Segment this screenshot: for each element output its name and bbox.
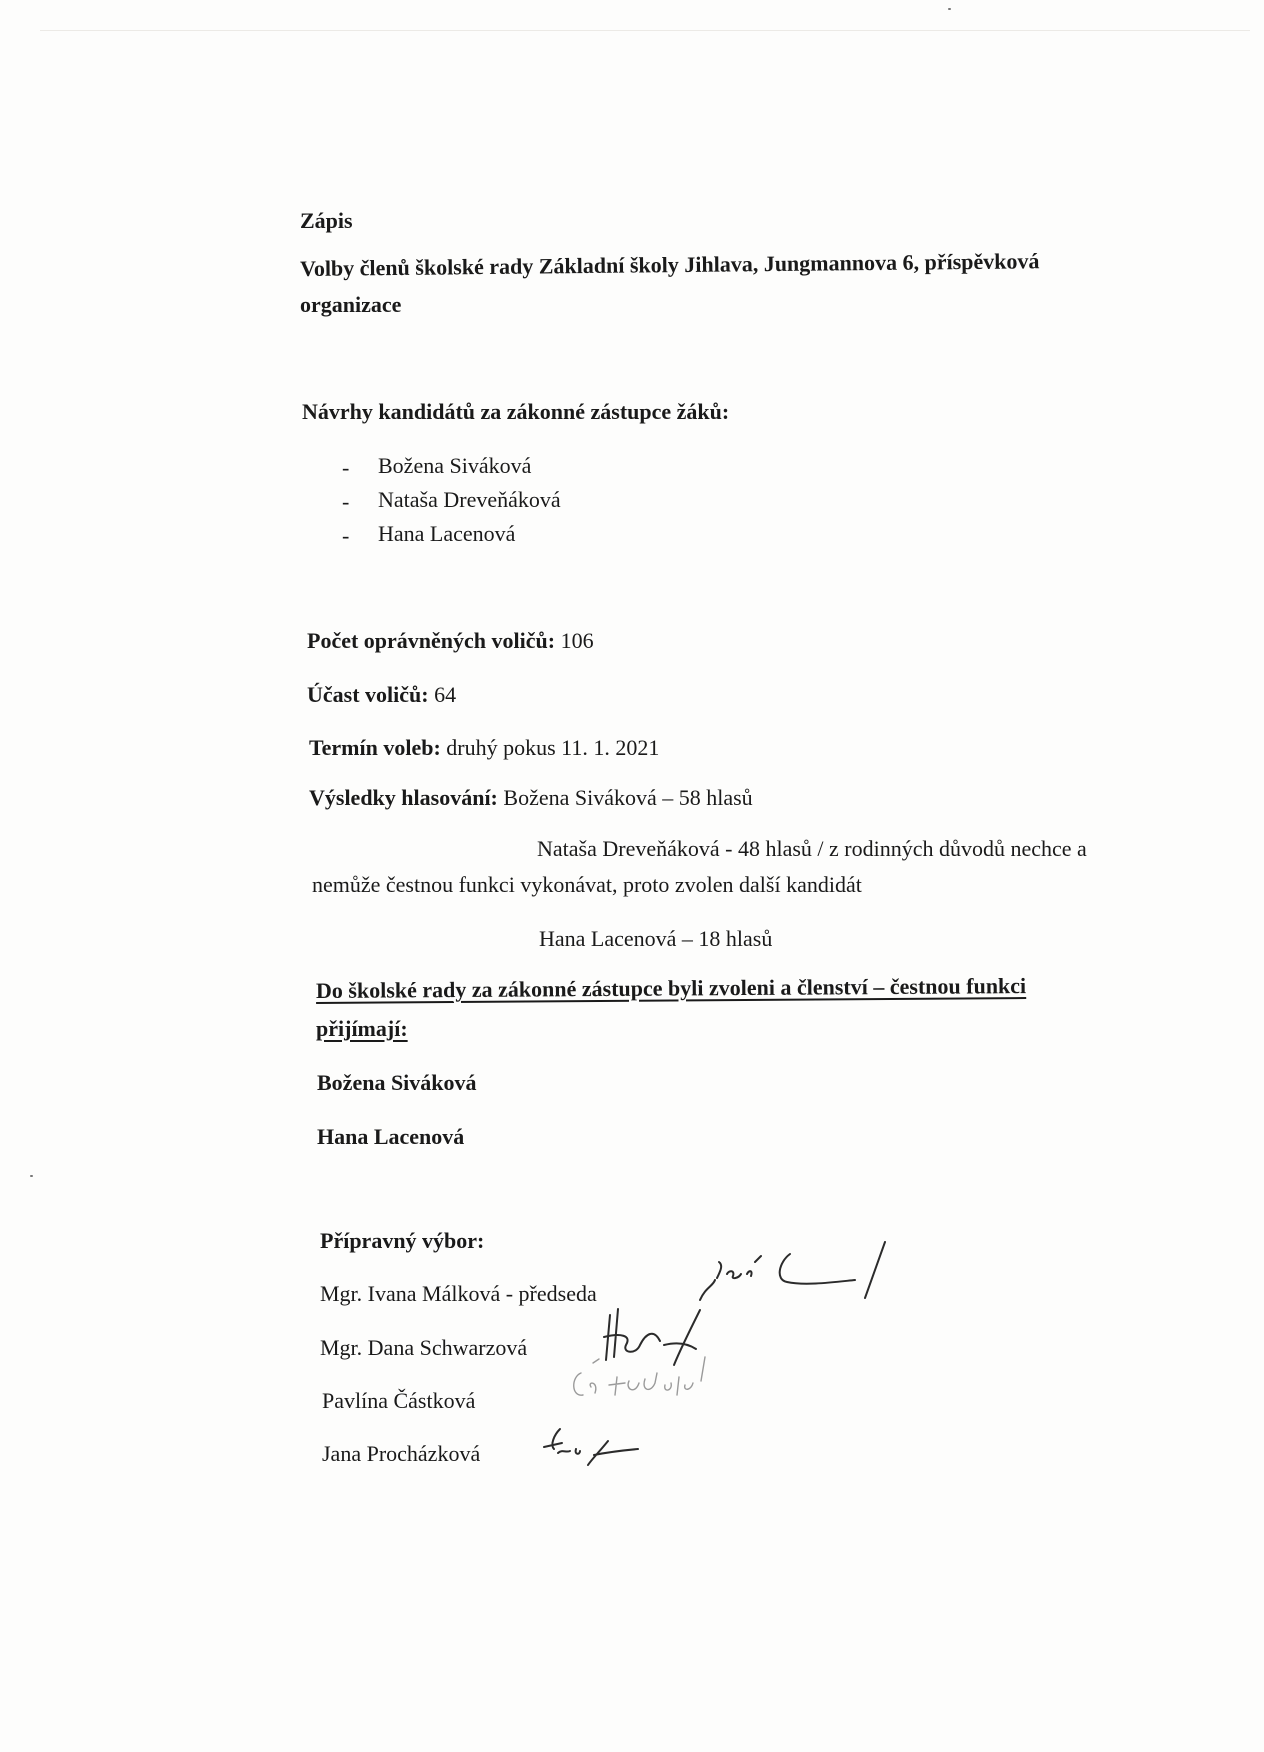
committee-heading: Přípravný výbor: [320, 1228, 485, 1253]
turnout-value: 64 [434, 682, 457, 707]
document-title: Zápis [300, 208, 353, 233]
eligible-voters-row [307, 628, 594, 654]
result-line: Hana Lacenová – 18 hlasů [539, 926, 773, 951]
results-row [309, 785, 753, 811]
result-line: nemůže čestnou funkci vykonávat, proto zvolen další kandidát [312, 872, 862, 897]
committee-member: Pavlína Částková [322, 1388, 476, 1413]
scan-speck [948, 8, 951, 10]
election-date-row [309, 735, 659, 761]
elected-name: Božena Siváková [317, 1070, 477, 1095]
committee-member: Mgr. Ivana Málková - předseda [320, 1281, 597, 1306]
list-bullet: - [342, 455, 350, 480]
document-subtitle-line2: organizace [300, 292, 402, 317]
scan-speck [30, 1175, 33, 1177]
signature-prochazkova [540, 1425, 650, 1475]
candidate-item: Božena Siváková [378, 453, 532, 478]
election-date-label: Termín voleb: [309, 735, 441, 760]
document-subtitle-line1: Volby členů školské rady Základní školy Jihlava, Jungmannova 6, příspěvková [299, 248, 1040, 281]
scan-edge-line [40, 30, 1250, 31]
turnout-row [307, 682, 456, 708]
election-date-value: druhý pokus 11. 1. 2021 [446, 735, 660, 760]
candidate-item: Nataša Dreveňáková [378, 487, 561, 512]
eligible-voters-label: Počet oprávněných voličů: [307, 628, 556, 653]
committee-member: Mgr. Dana Schwarzová [320, 1335, 528, 1360]
elected-name: Hana Lacenová [317, 1124, 465, 1149]
list-bullet: - [342, 489, 350, 514]
candidates-heading: Návrhy kandidátů za zákonné zástupce žáků: [302, 399, 730, 424]
signature-castkova [565, 1355, 715, 1415]
elected-heading-line1: Do školské rady za zákonné zástupce byli zvoleni a členství – čestnou funkci [315, 973, 1027, 1003]
result-line: Božena Siváková – 58 hlasů [503, 785, 753, 810]
result-line: Nataša Dreveňáková - 48 hlasů / z rodinných důvodů nechce a [537, 836, 1087, 861]
committee-member: Jana Procházková [322, 1441, 481, 1466]
results-label: Výsledky hlasování: [309, 785, 498, 810]
turnout-label: Účast voličů: [307, 682, 429, 707]
candidate-item: Hana Lacenová [378, 521, 516, 546]
list-bullet: - [342, 523, 350, 548]
eligible-voters-value: 106 [560, 628, 594, 653]
elected-heading-line2: přijímají: [316, 1016, 408, 1041]
